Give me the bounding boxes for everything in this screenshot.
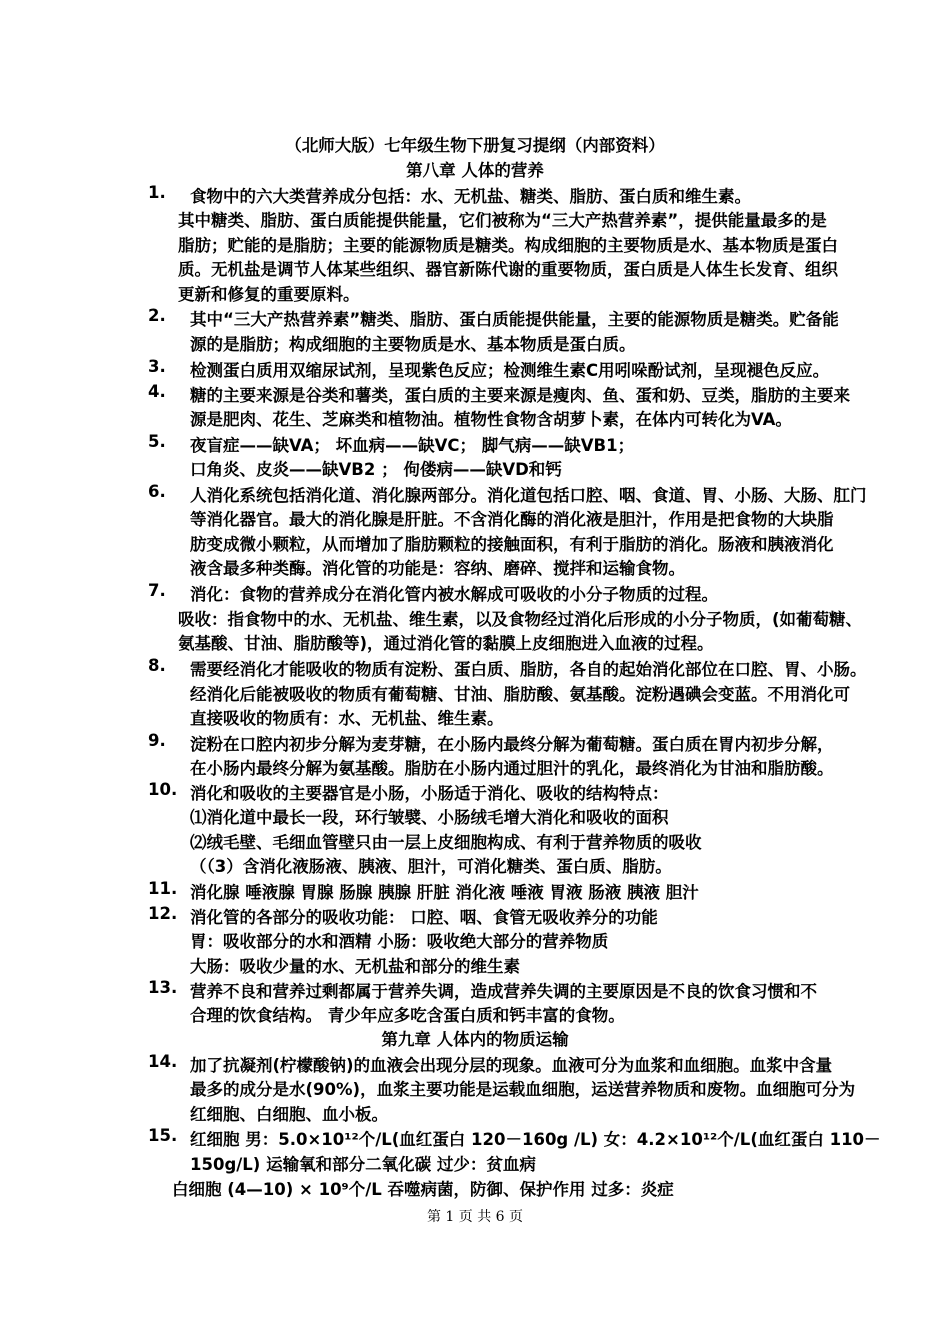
item-number: 2.	[148, 306, 166, 325]
item-14-line: 最多的成分是水(90%)，血浆主要功能是运载血细胞，运送营养物质和废物。血细胞可分为	[190, 1080, 856, 1099]
item-number: 15.	[148, 1126, 178, 1145]
item-7-line: 吸收：指食物中的水、无机盐、维生素，以及食物经过消化后形成的小分子物质，(如葡萄糖、	[178, 610, 863, 629]
item-12-line: 胃：吸收部分的水和酒精 小肠：吸收绝大部分的营养物质	[190, 932, 609, 951]
item-number: 7.	[148, 581, 166, 600]
item-10-line: ⑵绒毛壁、毛细血管壁只由一层上皮细胞构成、有利于营养物质的吸收	[190, 833, 702, 852]
chapter-8-heading: 第八章 人体的营养	[406, 161, 544, 180]
item-10-line: ⑴消化道中最长一段，环行皱襞、小肠绒毛增大消化和吸收的面积	[190, 808, 669, 827]
item-9-line: 淀粉在口腔内初步分解为麦芽糖，在小肠内最终分解为葡萄糖。蛋白质在胃内初步分解，	[190, 735, 834, 754]
item-13-line: 营养不良和营养过剩都属于营养失调，造成营养失调的主要原因是不良的饮食习惯和不	[190, 982, 817, 1001]
item-1-line: 其中糖类、脂肪、蛋白质能提供能量，它们被称为“三大产热营养素”，提供能量最多的是	[178, 211, 827, 230]
item-6-line: 等消化器官。最大的消化腺是肝脏。不含消化酶的消化液是胆汁，作用是把食物的大块脂	[190, 510, 834, 529]
item-2-line: 其中“三大产热营养素”糖类、脂肪、蛋白质能提供能量，主要的能源物质是糖类。贮备能	[190, 310, 839, 329]
item-5-line: 口角炎、皮炎——缺VB2 ； 佝偻病——缺VD和钙	[190, 460, 562, 479]
item-1-line: 食物中的六大类营养成分包括：水、无机盐、糖类、脂肪、蛋白质和维生素。	[190, 187, 751, 206]
item-8-line: 经消化后能被吸收的物质有葡萄糖、甘油、脂肪酸、氨基酸。淀粉遇碘会变蓝。不用消化可	[190, 685, 850, 704]
item-number: 4.	[148, 382, 166, 401]
item-7-line: 氨基酸、甘油、脂肪酸等)，通过消化管的黏膜上皮细胞进入血液的过程。	[178, 634, 714, 653]
item-6-line: 液含最多种类酶。消化管的功能是：容纳、磨碎、搅拌和运输食物。	[190, 559, 685, 578]
item-14-line: 红细胞、白细胞、血小板。	[190, 1105, 388, 1124]
item-6-line: 人消化系统包括消化道、消化腺两部分。消化道包括口腔、咽、食道、胃、小肠、大肠、肛门	[190, 486, 867, 505]
item-number: 9.	[148, 731, 166, 750]
item-1-line: 脂肪；贮能的是脂肪；主要的能源物质是糖类。构成细胞的主要物质是水、基本物质是蛋白	[178, 236, 838, 255]
item-7-line: 消化：食物的营养成分在消化管内被水解成可吸收的小分子物质的过程。	[190, 585, 718, 604]
item-1-line: 质。无机盐是调节人体某些组织、器官新陈代谢的重要物质，蛋白质是人体生长发育、组织	[178, 260, 838, 279]
item-number: 12.	[148, 904, 178, 923]
item-number: 13.	[148, 978, 178, 997]
item-number: 11.	[148, 879, 178, 898]
item-9-line: 在小肠内最终分解为氨基酸。脂肪在小肠内通过胆汁的乳化，最终消化为甘油和脂肪酸。	[190, 759, 834, 778]
item-number: 1.	[148, 183, 166, 202]
item-12-line: 消化管的各部分的吸收功能： 口腔、咽、食管无吸收养分的功能	[190, 908, 658, 927]
item-number: 14.	[148, 1052, 178, 1071]
item-15-line: 红细胞 男：5.0×10¹²个/L(血红蛋白 120－160g /L) 女：4.2×10¹²个/L(血红蛋白 110－	[190, 1130, 881, 1149]
item-1-line: 更新和修复的重要原料。	[178, 285, 360, 304]
page-footer: 第 1 页 共 6 页	[426, 1209, 524, 1225]
item-13-line: 合理的饮食结构。 青少年应多吃含蛋白质和钙丰富的食物。	[190, 1006, 625, 1025]
item-15-line: 150g/L) 运输氧和部分二氧化碳 过少：贫血病	[190, 1155, 536, 1174]
item-10-line: 消化和吸收的主要器官是小肠，小肠适于消化、吸收的结构特点：	[190, 784, 669, 803]
item-3-line: 检测蛋白质用双缩尿试剂，呈现紫色反应；检测维生素C用吲哚酚试剂，呈现褪色反应。	[190, 361, 830, 380]
item-14-line: 加了抗凝剂(柠檬酸钠)的血液会出现分层的现象。血液可分为血浆和血细胞。血浆中含量	[190, 1056, 833, 1075]
document-title: （北师大版）七年级生物下册复习提纲（内部资料）	[285, 136, 665, 155]
item-number: 5.	[148, 432, 166, 451]
item-12-line: 大肠：吸收少量的水、无机盐和部分的维生素	[190, 957, 520, 976]
item-6-line: 肪变成微小颗粒，从而增加了脂肪颗粒的接触面积，有利于脂肪的消化。肠液和胰液消化	[190, 535, 834, 554]
item-number: 3.	[148, 357, 166, 376]
item-5-line: 夜盲症——缺VA； 坏血病——缺VC； 脚气病——缺VB1；	[190, 436, 635, 455]
item-10-line: （（3）含消化液肠液、胰液、胆汁，可消化糖类、蛋白质、脂肪。	[190, 857, 672, 876]
item-number: 6.	[148, 482, 166, 501]
item-8-line: 直接吸收的物质有：水、无机盐、维生素。	[190, 709, 504, 728]
item-number: 8.	[148, 656, 166, 675]
item-number: 10.	[148, 780, 178, 799]
item-4-line: 源是肥肉、花生、芝麻类和植物油。植物性食物含胡萝卜素，在体内可转化为VA。	[190, 410, 792, 429]
item-8-line: 需要经消化才能吸收的物质有淀粉、蛋白质、脂肪，各自的起始消化部位在口腔、胃、小肠。	[190, 660, 867, 679]
chapter-9-heading: 第九章 人体内的物质运输	[381, 1030, 569, 1049]
item-11-line: 消化腺 唾液腺 胃腺 肠腺 胰腺 肝脏 消化液 唾液 胃液 肠液 胰液 胆汁	[190, 883, 699, 902]
item-4-line: 糖的主要来源是谷类和薯类，蛋白质的主要来源是瘦肉、鱼、蛋和奶、豆类，脂肪的主要来	[190, 386, 850, 405]
item-2-line: 源的是脂肪；构成细胞的主要物质是水、基本物质是蛋白质。	[190, 335, 636, 354]
item-15-line: 白细胞 (4—10) × 10⁹个/L 吞噬病菌，防御、保护作用 过多：炎症	[172, 1180, 674, 1199]
